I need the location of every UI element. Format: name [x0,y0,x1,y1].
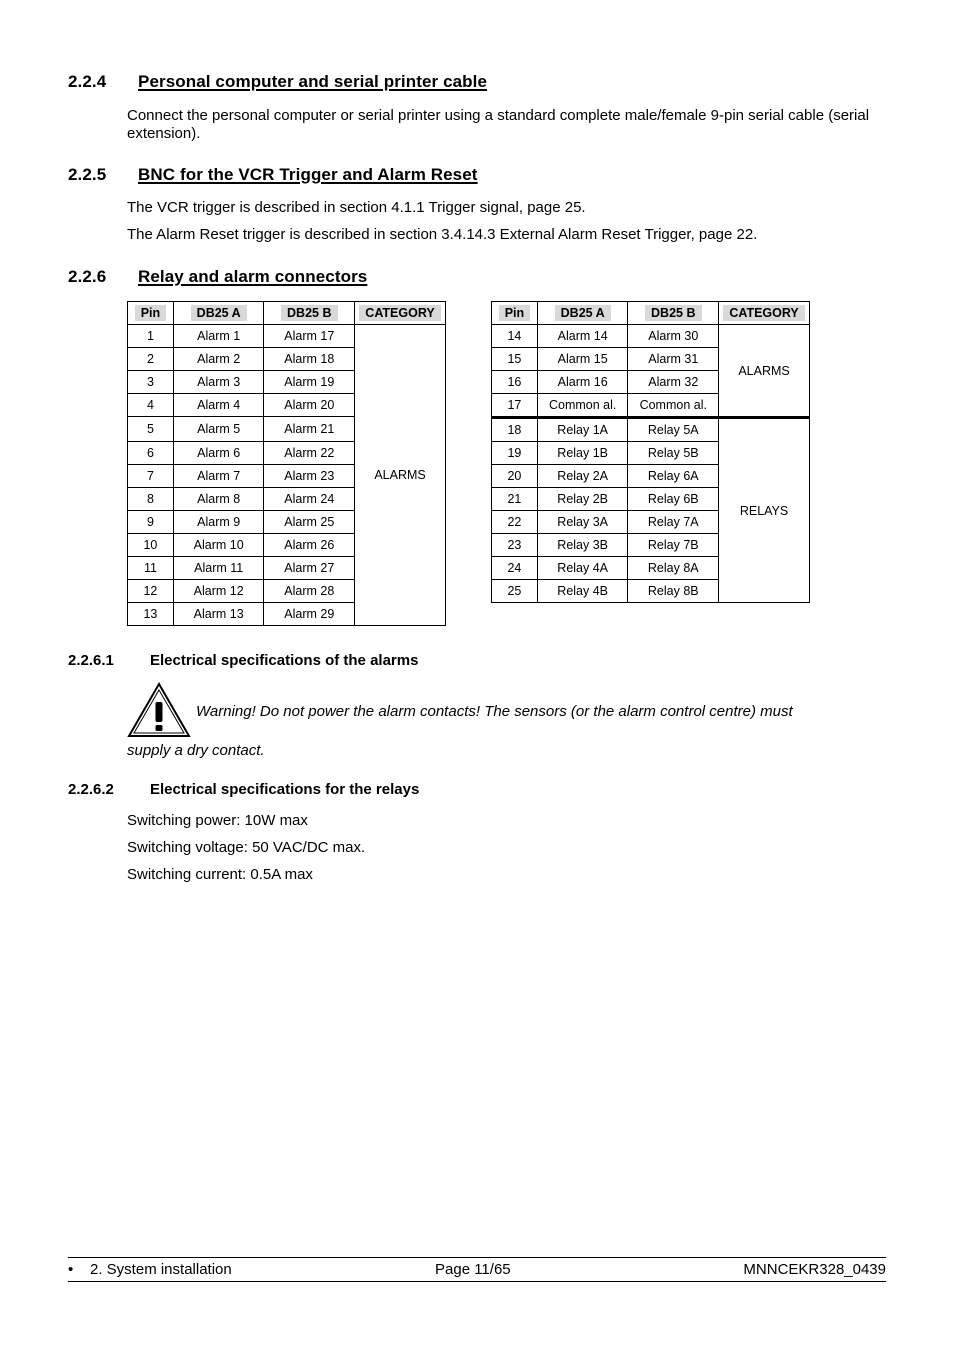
header-category: CATEGORY [719,302,810,325]
db25-a-cell: Alarm 15 [537,348,628,371]
db25-b-cell: Alarm 25 [264,511,355,534]
db25-a-cell: Alarm 10 [173,534,264,557]
spec-switching-power: Switching power: 10W max [127,812,308,829]
db25-a-cell: Alarm 8 [173,488,264,511]
pin-number-cell: 17 [492,394,538,418]
db25-b-cell: Alarm 18 [264,348,355,371]
heading-2-2-4: 2.2.4 Personal computer and serial printer cable [68,72,488,91]
db25-a-cell: Alarm 4 [173,394,264,417]
heading-2-2-6: 2.2.6 Relay and alarm connectors [68,267,368,286]
db25-a-cell: Relay 2A [537,465,628,488]
db25-b-cell: Alarm 31 [628,348,719,371]
db25-b-cell: Common al. [628,394,719,418]
header-category: CATEGORY [355,302,446,325]
db25-a-cell: Alarm 2 [173,348,264,371]
paragraph-alarm-reset: The Alarm Reset trigger is described in section 3.4.14.3 External Alarm Reset Trigger, page 22. [127,226,758,243]
relay-pin-table-right [491,301,810,603]
db25-a-cell: Relay 2B [537,488,628,511]
table-row [492,418,810,442]
footer-page-number: Page 11/65 [435,1261,511,1278]
paragraph-vcr-trigger: The VCR trigger is described in section 4.1.1 Trigger signal, page 25. [127,199,586,216]
pin-number-cell: 11 [128,557,174,580]
pin-number-cell: 21 [492,488,538,511]
footer-chapter: 2. System installation [90,1261,232,1278]
db25-a-cell: Alarm 6 [173,442,264,465]
pin-number-cell: 3 [128,371,174,394]
db25-b-cell: Relay 7B [628,534,719,557]
table-row [128,325,446,348]
pin-number-cell: 20 [492,465,538,488]
db25-a-cell: Alarm 12 [173,580,264,603]
pin-number-cell: 6 [128,442,174,465]
pin-number-cell: 25 [492,580,538,603]
db25-a-cell: Relay 4A [537,557,628,580]
db25-b-cell: Relay 6B [628,488,719,511]
db25-b-cell: Alarm 23 [264,465,355,488]
heading-2-2-6-2: 2.2.6.2 Electrical specifications for the relays [68,781,420,798]
category-cell-alarms: ALARMS [719,325,810,418]
alarm-pin-table-left [127,301,446,626]
db25-a-cell: Alarm 5 [173,417,264,442]
db25-a-cell: Relay 1A [537,418,628,442]
pin-number-cell: 23 [492,534,538,557]
heading-2-2-6-1: 2.2.6.1 Electrical specifications of the alarms [68,652,419,669]
spec-switching-current: Switching current: 0.5A max [127,866,313,883]
db25-b-cell: Relay 8B [628,580,719,603]
db25-a-cell: Alarm 7 [173,465,264,488]
db25-a-cell: Alarm 3 [173,371,264,394]
db25-b-cell: Alarm 30 [628,325,719,348]
db25-b-cell: Alarm 17 [264,325,355,348]
db25-a-cell: Common al. [537,394,628,418]
pin-number-cell: 7 [128,465,174,488]
footer-rule-bottom [68,1281,886,1282]
db25-b-cell: Relay 6A [628,465,719,488]
footer-document-id: MNNCEKR328_0439 [743,1261,886,1278]
header-db25-a: DB25 A [537,302,628,325]
pin-number-cell: 15 [492,348,538,371]
warning-text-line2: supply a dry contact. [127,742,265,759]
db25-a-cell: Relay 3B [537,534,628,557]
db25-b-cell: Alarm 19 [264,371,355,394]
header-pin: Pin [128,302,174,325]
pin-number-cell: 2 [128,348,174,371]
header-pin: Pin [492,302,538,325]
db25-a-cell: Alarm 1 [173,325,264,348]
db25-b-cell: Alarm 28 [264,580,355,603]
db25-b-cell: Alarm 22 [264,442,355,465]
pin-number-cell: 22 [492,511,538,534]
pin-number-cell: 10 [128,534,174,557]
db25-a-cell: Alarm 13 [173,603,264,626]
warning-text-line1: Warning! Do not power the alarm contacts! The sensors (or the alarm control centre) must [196,703,793,720]
pin-number-cell: 1 [128,325,174,348]
footer-rule-top [68,1257,886,1258]
header-db25-a: DB25 A [173,302,264,325]
db25-a-cell: Alarm 11 [173,557,264,580]
db25-b-cell: Alarm 24 [264,488,355,511]
table-header-row [492,302,810,325]
category-cell-relays: RELAYS [719,418,810,603]
pin-number-cell: 24 [492,557,538,580]
db25-b-cell: Alarm 27 [264,557,355,580]
db25-b-cell: Relay 5A [628,418,719,442]
db25-a-cell: Alarm 14 [537,325,628,348]
db25-b-cell: Alarm 32 [628,371,719,394]
pin-number-cell: 18 [492,418,538,442]
pin-number-cell: 12 [128,580,174,603]
pin-number-cell: 4 [128,394,174,417]
header-db25-b: DB25 B [628,302,719,325]
db25-b-cell: Alarm 20 [264,394,355,417]
db25-b-cell: Alarm 26 [264,534,355,557]
db25-b-cell: Relay 7A [628,511,719,534]
spec-switching-voltage: Switching voltage: 50 VAC/DC max. [127,839,366,856]
heading-2-2-5: 2.2.5 BNC for the VCR Trigger and Alarm Reset [68,165,478,184]
db25-a-cell: Alarm 9 [173,511,264,534]
db25-a-cell: Relay 4B [537,580,628,603]
db25-b-cell: Alarm 29 [264,603,355,626]
db25-b-cell: Relay 5B [628,442,719,465]
db25-a-cell: Relay 1B [537,442,628,465]
warning-triangle-icon [127,682,191,738]
pin-number-cell: 16 [492,371,538,394]
table-row [492,325,810,348]
db25-a-cell: Relay 3A [537,511,628,534]
pin-number-cell: 9 [128,511,174,534]
db25-a-cell: Alarm 16 [537,371,628,394]
db25-b-cell: Alarm 21 [264,417,355,442]
pin-number-cell: 13 [128,603,174,626]
table-header-row [128,302,446,325]
pin-number-cell: 8 [128,488,174,511]
db25-b-cell: Relay 8A [628,557,719,580]
header-db25-b: DB25 B [264,302,355,325]
pin-number-cell: 5 [128,417,174,442]
pin-number-cell: 14 [492,325,538,348]
category-cell: ALARMS [355,325,446,626]
footer-bullet: • [68,1261,74,1278]
pin-number-cell: 19 [492,442,538,465]
paragraph-serial-cable: Connect the personal computer or serial printer using a standard complete male/female 9-pin serial cable (serial extension). [127,107,870,142]
